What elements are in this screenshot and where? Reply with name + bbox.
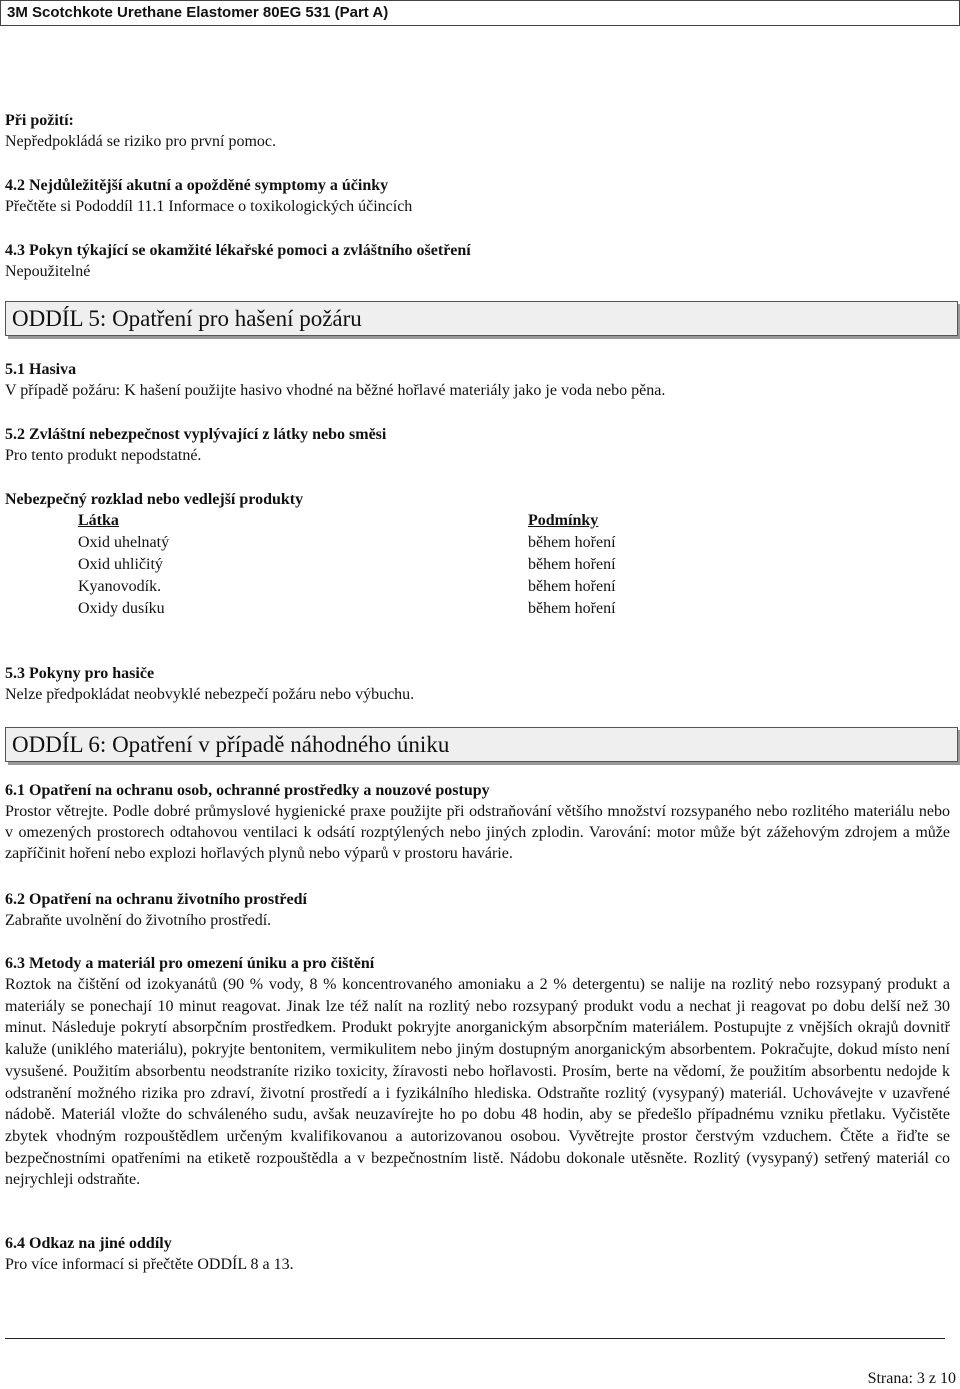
section-6-banner: [5, 727, 958, 762]
table-cell-condition: během hoření: [528, 556, 616, 573]
section-5-title: ODDÍL 5: Opatření pro hašení požáru: [12, 306, 362, 331]
subsection-4-2-heading: 4.2 Nejdůležitější akutní a opožděné symptomy a účinky: [5, 177, 389, 194]
subsection-6-2-heading: 6.2 Opatření na ochranu životního prostředí: [5, 891, 307, 908]
subsection-5-3-text: Nelze předpokládat neobvyklé nebezpečí požáru nebo výbuchu.: [5, 686, 415, 703]
ingestion-heading: Při požití:: [5, 112, 74, 129]
subsection-5-2-heading: 5.2 Zvláštní nebezpečnost vyplývající z látky nebo směsi: [5, 426, 387, 443]
table-cell-substance: Oxid uhličitý: [78, 556, 163, 573]
subsection-6-3-text: Roztok na čištění od izokyanátů (90 % vody, 8 % koncentrovaného amoniaku a 2 % detergentu) se nalije na rozlitý nebo rozsypaný produkt a materiály se ponechají 10 minut reagovat. Jinak lze též nalít na rozlitý nebo rozsypaný produkt vodu a nechat ji reagovat po dobu delší než 30 minut. Následuje pokrytí absorpčním prostředkem. Produkt pokryjte anorganickým absorpčním materiálem. Postupujte z vnějších okrajů dovnitř kaluže (uniklého materiálu), pokryjte bentonitem, vermikulitem nebo jiným dostupným anorganickým absorbentem. Pokračujte, dokud místo není vysušené. Použitím absorbentu neodstraníte riziko toxicity, žíravosti nebo hořlavosti. Prosím, berte na vědomí, že použitím absorbentu nedojde k odstranění možného rizika pro zdraví, životní prostředí a i fyzikálního hlediska. Odstraňte rozlitý (vysypaný) materiál. Uchovávejte v uzavřené nádobě. Materiál vložte do schváleného sudu, avšak neuzavírejte ho po dobu 48 hodin, aby se předešlo případnému vzniku přetlaku. Vyčistěte zbytek vhodným rozpouštědlem určeným kvalifikovanou a autorizovanou osobou. Vyvětrejte prostor čerstvým vzduchem. Čtěte a řiďte se bezpečnostními opatřeními na etiketě rozpouštědla a v bezpečnostním listě. Nádobu dokonale utěsněte. Rozlitý (vysypaný) setřený materiál co nejrychleji odstraňte.: [5, 976, 950, 1189]
document-title: 3M Scotchkote Urethane Elastomer 80EG 531 (Part A): [7, 4, 389, 21]
footer-divider: [5, 1338, 945, 1339]
ingestion-text: Nepředpokládá se riziko pro první pomoc.: [5, 133, 277, 150]
column-header-conditions: Podmínky: [528, 512, 599, 529]
subsection-6-4-heading: 6.4 Odkaz na jiné oddíly: [5, 1235, 172, 1252]
subsection-4-3-text: Nepoužitelné: [5, 263, 91, 280]
table-cell-condition: během hoření: [528, 600, 616, 617]
table-cell-condition: během hoření: [528, 578, 616, 595]
table-cell-condition: během hoření: [528, 534, 616, 551]
subsection-5-3-heading: 5.3 Pokyny pro hasiče: [5, 665, 155, 682]
column-header-substance: Látka: [78, 512, 119, 529]
section-5-banner: [5, 301, 958, 336]
subsection-6-1-heading: 6.1 Opatření na ochranu osob, ochranné prostředky a nouzové postupy: [5, 782, 490, 799]
table-cell-substance: Oxid uhelnatý: [78, 534, 170, 551]
subsection-4-3-heading: 4.3 Pokyn týkající se okamžité lékařské pomoci a zvláštního ošetření: [5, 242, 471, 259]
subsection-6-2-text: Zabraňte uvolnění do životního prostředí.: [5, 912, 272, 929]
document-header: [0, 0, 960, 26]
table-cell-substance: Kyanovodík.: [78, 578, 162, 595]
page-number: Strana: 3 z 10: [867, 1370, 956, 1387]
section-6-title: ODDÍL 6: Opatření v případě náhodného úniku: [12, 732, 450, 757]
decomposition-heading: Nebezpečný rozklad nebo vedlejší produkty: [5, 491, 304, 508]
subsection-5-2-text: Pro tento produkt nepodstatné.: [5, 447, 202, 464]
subsection-4-2-text: Přečtěte si Pododdíl 11.1 Informace o toxikologických účincích: [5, 198, 413, 215]
subsection-5-1-heading: 5.1 Hasiva: [5, 361, 77, 378]
subsection-6-4-text: Pro více informací si přečtěte ODDÍL 8 a 13.: [5, 1256, 294, 1273]
subsection-6-1-text: Prostor větrejte. Podle dobré průmyslové hygienické praxe použijte při odstraňování většího množství rozsypaného nebo rozlitého materiálu nebo v omezených prostorech odtahovou ventilaci k odsátí rozptýlených nebo jiných zplodin. Varování: motor může být zážehovým zdrojem a může zapříčinit hoření nebo explozi hořlavých plynů nebo výparů v prostoru havárie.: [5, 803, 950, 862]
subsection-6-3-heading: 6.3 Metody a materiál pro omezení úniku a pro čištění: [5, 955, 375, 972]
subsection-5-1-text: V případě požáru: K hašení použijte hasivo vhodné na běžné hořlavé materiály jako je voda nebo pěna.: [5, 382, 666, 399]
table-cell-substance: Oxidy dusíku: [78, 600, 165, 617]
